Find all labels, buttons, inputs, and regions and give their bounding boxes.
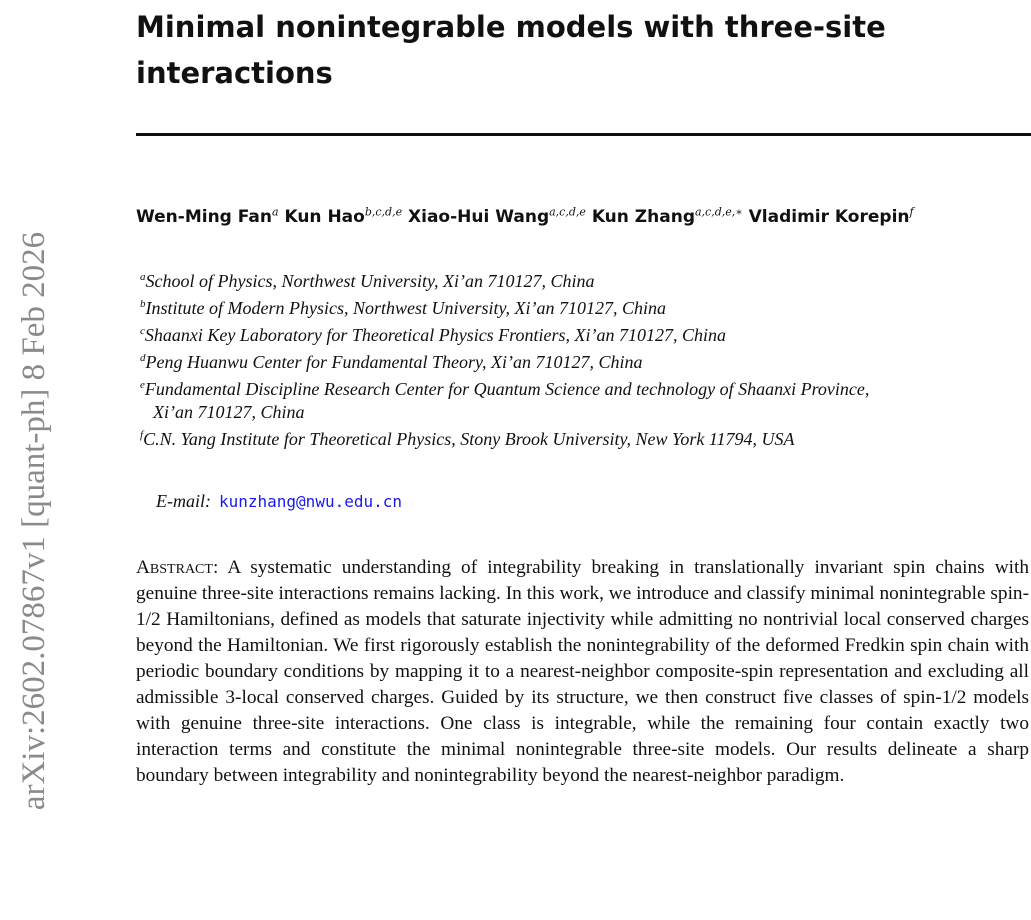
arxiv-stamp: arXiv:2602.07867v1 [quant-ph] 8 Feb 2026	[16, 231, 52, 811]
email-line	[156, 491, 402, 512]
email-link[interactable]: kunzhang@nwu.edu.cn	[218, 492, 403, 511]
title-rule	[136, 133, 1031, 136]
paper-title: Minimal nonintegrable models with three-site interactions	[136, 10, 886, 90]
abstract-label: Abstract	[136, 557, 213, 578]
affiliation: $^e$Fundamental Discipline Research Center for Quantum Science and technology of Shaanxi Province, Xi’an 710127, China	[140, 379, 870, 422]
abstract: Abstract: A systematic understanding of integrability breaking in translationally invariant spin chains with genuine three-site interactions remains lacking. In this work, we introduce and classify minimal nonintegrable spin-1/2 Hamiltonians, defined as models that saturate injectivity while admitting no nontrivial local conserved charges beyond the Hamiltonian. We first rigorously establish the nonintegrability of the deformed Fredkin spin chain with periodic boundary conditions by mapping it to a nearest-neighbor composite-spin representation and excluding all admissible 3-local conserved charges. Guided by its structure, we then construct five classes of spin-1/2 models with genuine three-site interactions. One class is integrable, while the remaining four contain exactly two interaction terms and constitute the minimal nonintegrable three-site models. Our results delineate a sharp boundary between integrability and nonintegrability beyond the nearest-neighbor paradigm.	[136, 557, 1029, 786]
abstract-text: A systematic understanding of integrability breaking in translationally invariant spin chains with genuine three-site interactions remains lacking. In this work, we introduce and classify minimal nonintegrable spin-1/2 Hamiltonians, defined as models that saturate injectivity while admitting no nontrivial local conserved charges beyond the Hamiltonian. We first rigorously establish the nonintegrability of the deformed Fredkin spin chain with periodic boundary conditions by mapping it to a nearest-neighbor composite-spin representation and excluding all admissible 3-local conserved charges. Guided by its structure, we then construct five classes of spin-1/2 models with genuine three-site interactions. One class is integrable, while the remaining four contain exactly two interaction terms and constitute the minimal nonintegrable three-site models. Our results delineate a sharp boundary between integrability and nonintegrability beyond the nearest-neighbor paradigm.	[136, 557, 1029, 786]
email-label: E-mail:	[156, 491, 211, 511]
author: Xiao-Hui Wang$^{a,c,d,e}$	[408, 205, 586, 227]
affiliation: $^d$Peng Huanwu Center for Fundamental Theory, Xi’an 710127, China	[140, 352, 643, 372]
author: Kun Hao$^{b,c,d,e}$	[284, 205, 403, 227]
affiliation: $^c$Shaanxi Key Laboratory for Theoretical Physics Frontiers, Xi’an 710127, China	[140, 325, 727, 345]
affiliation: $^f$C.N. Yang Institute for Theoretical Physics, Stony Brook University, New York 11794, USA	[140, 429, 795, 449]
author-list	[136, 198, 1026, 231]
affiliation: $^b$Institute of Modern Physics, Northwest University, Xi’an 710127, China	[140, 298, 666, 318]
author: Vladimir Korepin$^f$	[748, 205, 914, 227]
author: Kun Zhang$^{a,c,d,e,∗}$	[591, 205, 743, 227]
author: Wen-Ming Fan$^a$	[136, 205, 279, 227]
affiliations	[140, 266, 1030, 451]
affiliation: $^a$School of Physics, Northwest University, Xi’an 710127, China	[140, 271, 595, 291]
